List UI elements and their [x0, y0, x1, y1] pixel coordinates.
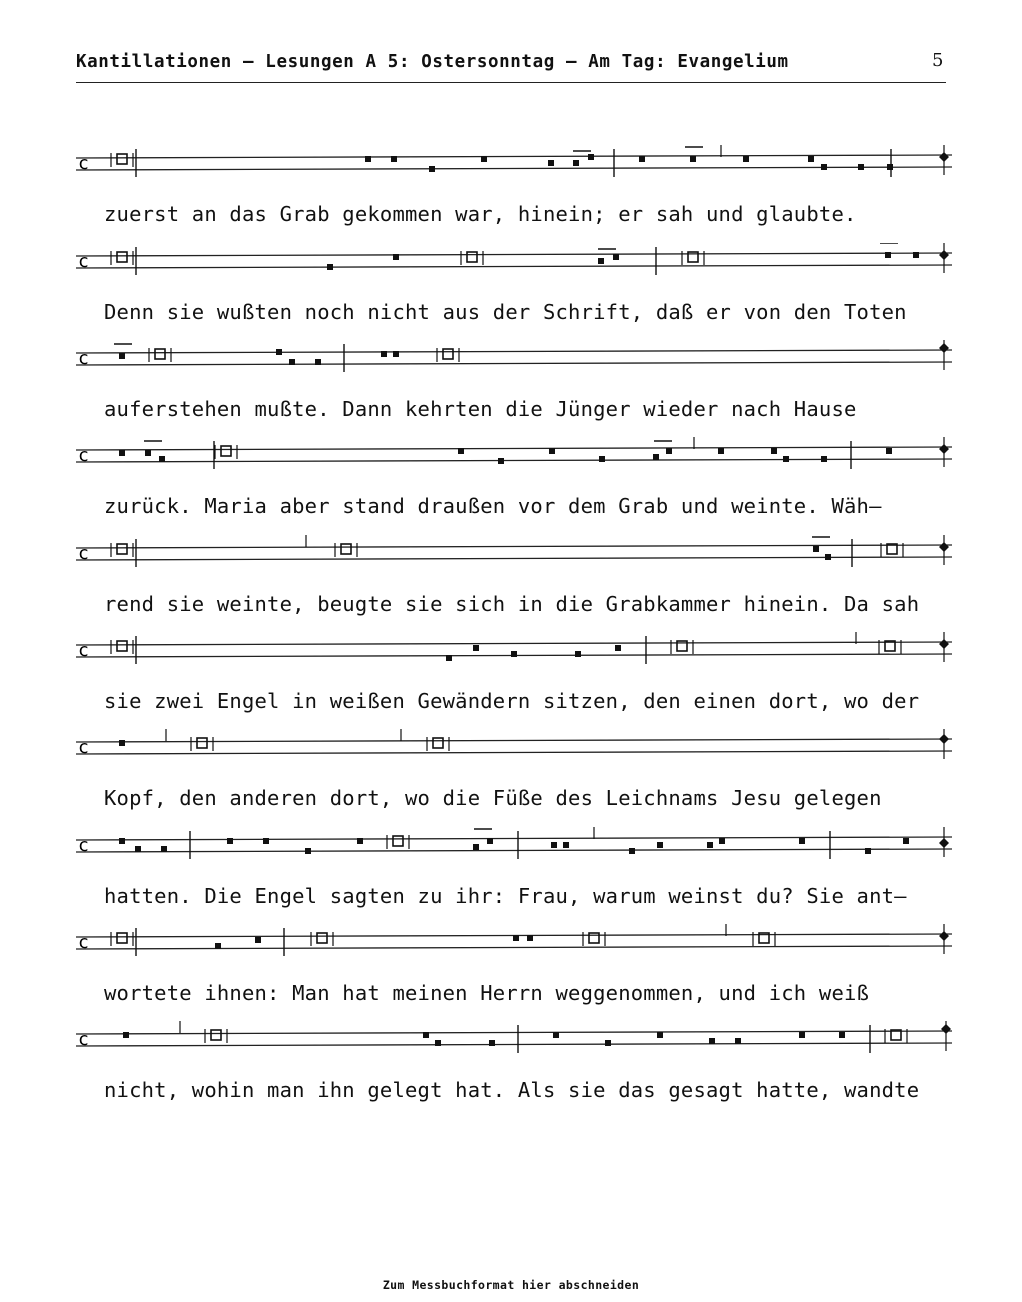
running-header [76, 48, 946, 83]
neume-note [357, 838, 363, 844]
neume-note [435, 1040, 441, 1046]
chant-system [76, 632, 952, 713]
neume-note [289, 359, 295, 365]
neume-note [783, 456, 789, 462]
reciting-tone-box [221, 446, 231, 456]
neume-note [315, 359, 321, 365]
neume-note [839, 1032, 845, 1038]
staff [76, 535, 952, 569]
neume-note [513, 935, 519, 941]
reciting-tone-box [117, 933, 127, 943]
chant-system [76, 145, 952, 226]
final-diamond [939, 444, 949, 454]
neume-note [588, 154, 594, 160]
neume-note [821, 456, 827, 462]
reciting-tone-box [393, 836, 403, 846]
staff [76, 243, 952, 277]
neume-note [161, 846, 167, 852]
staff-line [76, 545, 952, 548]
neume-note [598, 258, 604, 264]
c-clef: c [78, 543, 89, 564]
final-diamond [939, 542, 949, 552]
c-clef: c [78, 737, 89, 758]
neume-note [575, 651, 581, 657]
staff-svg [76, 437, 952, 471]
neume-note [527, 935, 533, 941]
reciting-tone-box [211, 1030, 221, 1040]
staff-line [76, 350, 952, 353]
neume-note [263, 838, 269, 844]
neume-note [511, 651, 517, 657]
reciting-tone-box [155, 349, 165, 359]
staff [76, 437, 952, 471]
neume-note [391, 156, 397, 162]
neume-note [446, 655, 452, 661]
lyric-line: wortete ihnen: Man hat meinen Herrn weggenommen, und ich weiß [104, 981, 870, 1005]
neume-note [858, 164, 864, 170]
staff-svg [76, 924, 952, 958]
neume-note [393, 351, 399, 357]
neume-note [487, 838, 493, 844]
staff-line [76, 155, 952, 158]
neume-note [473, 844, 479, 850]
neume-note [423, 1032, 429, 1038]
lyric-line: rend sie weinte, beugte sie sich in die Grabkammer hinein. Da sah [104, 592, 920, 616]
chant-system [76, 243, 952, 324]
staff-svg [76, 535, 952, 569]
neume-note [629, 848, 635, 854]
neume-note [719, 838, 725, 844]
staff-svg [76, 1021, 952, 1055]
neume-note [548, 160, 554, 166]
neume-note [903, 838, 909, 844]
staff [76, 340, 952, 374]
c-clef: c [78, 640, 89, 661]
staff-svg [76, 632, 952, 666]
chant-system [76, 1021, 952, 1102]
neume-note [365, 156, 371, 162]
neume-note [119, 740, 125, 746]
chant-system [76, 924, 952, 1005]
staff [76, 1021, 952, 1055]
staff [76, 632, 952, 666]
final-diamond [939, 838, 949, 848]
staff-line [76, 253, 952, 256]
staff-line [76, 1043, 952, 1046]
final-diamond [939, 639, 949, 649]
chant-system [76, 340, 952, 421]
staff-svg [76, 340, 952, 374]
c-clef: c [78, 445, 89, 466]
neume-note [498, 458, 504, 464]
neume-note [653, 454, 659, 460]
staff-line [76, 265, 952, 268]
lyric-line: sie zwei Engel in weißen Gewändern sitzen, den einen dort, wo der [104, 689, 920, 713]
reciting-tone-box [117, 641, 127, 651]
neume-note [481, 156, 487, 162]
lyric-line: zurück. Maria aber stand draußen vor dem Grab und weinte. Wäh– [104, 494, 882, 518]
reciting-tone-box [341, 544, 351, 554]
lyric-line: zuerst an das Grab gekommen war, hinein; er sah und glaubte. [104, 202, 857, 226]
neume-note [599, 456, 605, 462]
reciting-tone-box [117, 252, 127, 262]
final-diamond [939, 931, 949, 941]
lyric-line: Denn sie wußten noch nicht aus der Schrift, daß er von den Toten [104, 300, 907, 324]
neume-note [825, 554, 831, 560]
neume-note [549, 448, 555, 454]
neume-note [743, 156, 749, 162]
staff-line [76, 642, 952, 645]
staff-line [76, 167, 952, 170]
neume-note [887, 164, 893, 170]
neume-note [551, 842, 557, 848]
chant-system [76, 827, 952, 908]
neume-note [771, 448, 777, 454]
chant-system [76, 729, 952, 810]
staff [76, 729, 952, 763]
neume-note [666, 448, 672, 454]
reciting-tone-box [117, 544, 127, 554]
neume-note [639, 156, 645, 162]
lyric-line: Kopf, den anderen dort, wo die Füße des Leichnams Jesu gelegen [104, 786, 882, 810]
neume-note [159, 456, 165, 462]
final-diamond [939, 343, 949, 353]
neume-note [735, 1038, 741, 1044]
neume-note [119, 450, 125, 456]
c-clef: c [78, 932, 89, 953]
neume-note [135, 846, 141, 852]
neume-note [718, 448, 724, 454]
staff-svg [76, 729, 952, 763]
lyric-line: auferstehen mußte. Dann kehrten die Jünger wieder nach Hause [104, 397, 857, 421]
staff-line [76, 557, 952, 560]
page-number: 5 [931, 50, 944, 71]
neume-note [305, 848, 311, 854]
neume-note [885, 252, 891, 258]
staff-line [76, 459, 952, 462]
reciting-tone-box [433, 738, 443, 748]
neume-note [913, 252, 919, 258]
c-clef: c [78, 348, 89, 369]
neume-note [215, 943, 221, 949]
staff-svg [76, 827, 952, 861]
staff-line [76, 849, 952, 852]
neume-note [865, 848, 871, 854]
neume-note [657, 842, 663, 848]
lyric-line: nicht, wohin man ihn gelegt hat. Als sie das gesagt hatte, wandte [104, 1078, 920, 1102]
neume-note [393, 254, 399, 260]
c-clef: c [78, 153, 89, 174]
neume-note [473, 645, 479, 651]
staff-line [76, 362, 952, 365]
final-diamond [939, 152, 949, 162]
neume-note [489, 1040, 495, 1046]
neume-note [429, 166, 435, 172]
neume-note [563, 842, 569, 848]
neume-note [327, 264, 333, 270]
neume-note [573, 160, 579, 166]
neume-note [813, 546, 819, 552]
staff-line [76, 751, 952, 754]
final-diamond [939, 734, 949, 744]
final-diamond [939, 250, 949, 260]
cut-note: Zum Messbuchformat hier abschneiden [382, 1278, 640, 1292]
staff [76, 924, 952, 958]
final-diamond [941, 1024, 951, 1034]
neume-note [690, 156, 696, 162]
neume-note [707, 842, 713, 848]
lyric-line: hatten. Die Engel sagten zu ihr: Frau, warum weinst du? Sie ant– [104, 884, 907, 908]
neume-note [709, 1038, 715, 1044]
neume-note [657, 1032, 663, 1038]
chant-system [76, 437, 952, 518]
c-clef: c [78, 835, 89, 856]
neume-note [799, 838, 805, 844]
reciting-tone-box [317, 933, 327, 943]
reciting-tone-box [117, 154, 127, 164]
reciting-tone-box [467, 252, 477, 262]
chant-system [76, 535, 952, 616]
neume-note [255, 937, 261, 943]
reciting-tone-box [589, 933, 599, 943]
staff [76, 145, 952, 179]
staff [76, 827, 952, 861]
reciting-tone-box [443, 349, 453, 359]
neume-note [821, 164, 827, 170]
neume-note [886, 448, 892, 454]
c-clef: c [78, 251, 89, 272]
neume-note [613, 254, 619, 260]
neume-note [145, 450, 151, 456]
neume-note [458, 448, 464, 454]
neume-note [119, 353, 125, 359]
staff-line [76, 447, 952, 450]
neume-note [227, 838, 233, 844]
neume-note [799, 1032, 805, 1038]
neume-note [276, 349, 282, 355]
neume-note [381, 351, 387, 357]
neume-note [119, 838, 125, 844]
c-clef: c [78, 1029, 89, 1050]
neume-note [553, 1032, 559, 1038]
neume-note [605, 1040, 611, 1046]
staff-line [76, 1031, 952, 1034]
neume-note [615, 645, 621, 651]
neume-note [808, 156, 814, 162]
neume-note [123, 1032, 129, 1038]
header-title: Kantillationen – Lesungen A 5: Ostersonntag – Am Tag: Evangelium [76, 52, 789, 72]
staff-svg [76, 243, 952, 277]
staff-svg [76, 145, 952, 179]
reciting-tone-box [197, 738, 207, 748]
staff-line [76, 837, 952, 840]
staff-line [76, 946, 952, 949]
